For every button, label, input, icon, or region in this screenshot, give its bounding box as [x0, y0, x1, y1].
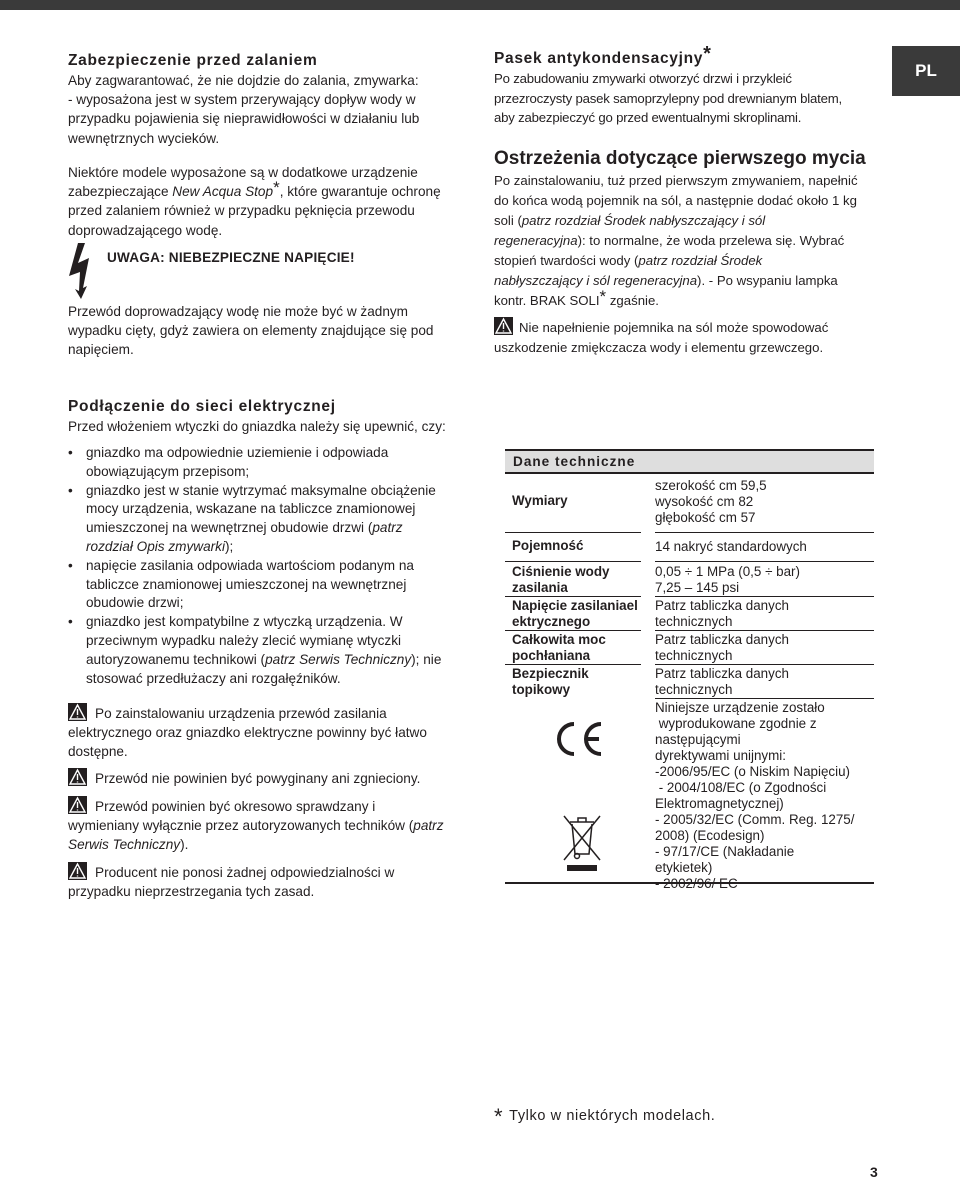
divider: [505, 596, 641, 597]
text-line: - 2004/108/EC (o Zgodności: [655, 780, 827, 795]
warning-triangle-icon: [68, 768, 87, 786]
text-line: Przewód doprowadzający wodę nie może być w żadnym: [68, 304, 409, 319]
reference: Serwis Techniczny: [68, 837, 181, 853]
list-item: [68, 613, 488, 688]
electrical-checklist: [68, 444, 488, 688]
text-line: [86, 519, 488, 538]
list-item: [68, 444, 488, 482]
flood-title: Zabezpieczenie przed zalaniem: [68, 52, 318, 69]
text-span: ).: [180, 837, 189, 853]
text-line: [494, 231, 894, 251]
flood-line: - wyposażona jest w system przerywający dopływ wody w: [68, 92, 416, 108]
hose-warning-paragraph: [68, 302, 478, 360]
row-value: [655, 564, 870, 596]
electrical-intro: Przed włożeniem wtyczki do gniazdka należy się upewnić, czy:: [68, 419, 446, 434]
text-line: • napięcie zasilania odpowiada wartościom podanym na: [86, 557, 414, 573]
row-label: [505, 493, 642, 509]
text-line: Wymiary: [512, 493, 568, 508]
asterisk: *: [494, 1104, 504, 1129]
text-span: );: [224, 538, 234, 554]
asterisk: *: [599, 287, 607, 306]
text-line: [494, 271, 894, 291]
text-line: [68, 816, 488, 835]
reference: patrz: [413, 818, 444, 834]
divider: [505, 561, 641, 562]
text-span: zgaśnie.: [606, 293, 659, 308]
top-bar: [0, 0, 960, 10]
liability-warning: [68, 862, 488, 901]
text-line: Po zabudowaniu zmywarki otworzyć drzwi i przykleić: [494, 71, 792, 86]
reference: patrz: [372, 520, 403, 536]
flood-line: Aby zagwarantować, że nie dojdzie do zalania, zmywarka:: [68, 73, 419, 88]
text-span: , które gwarantuje ochronę: [279, 184, 441, 200]
text-line: pochłaniana: [512, 648, 591, 663]
asterisk: *: [703, 43, 712, 65]
list-item: [68, 557, 488, 613]
text-line: przed zalaniem również w przypadku pęknięcia przewodu: [68, 203, 415, 219]
technical-data-table: [505, 449, 874, 875]
text-line: doprowadzającego wodę.: [68, 222, 223, 238]
text-line: [68, 703, 488, 723]
cable-bend-warning: [68, 768, 488, 788]
text-line: wysokość cm 82: [655, 494, 754, 509]
row-value: [655, 632, 870, 664]
text-line: stosować przedłużaczy ani rozgałęźników.: [86, 670, 341, 686]
reference: patrz rozdział Środek nabłyszczający i sól: [521, 213, 766, 228]
text-line: technicznych: [655, 614, 733, 629]
reference: nabłyszczający i sól regeneracyjna: [494, 273, 698, 288]
warning-triangle-icon: [68, 796, 87, 814]
text-line: uszkodzenie zmiękczacza wody i elementu grzewczego.: [494, 340, 824, 355]
text-line: Bezpiecznik: [512, 666, 589, 681]
text-line: [494, 251, 894, 271]
text-line: [655, 876, 870, 892]
text-line: • gniazdko ma odpowiednie uziemienie i odpowiada: [86, 445, 389, 460]
text-line: Pojemność: [512, 538, 584, 553]
text-line: przezroczysty pasek samoprzylepny pod drewnianym blatem,: [494, 90, 842, 106]
row-value: [655, 666, 870, 698]
reference: patrz rozdział Środek: [638, 253, 763, 268]
text-line: [68, 768, 488, 788]
text-line: przypadku nieprzestrzegania tych zasad.: [68, 884, 315, 900]
text-line: wypadku cięty, gdyż zawiera on elementy znajdujące się pod: [68, 323, 434, 339]
text-span: ); nie: [411, 651, 442, 667]
text-line: Całkowita moc: [512, 632, 606, 647]
divider: [655, 561, 874, 562]
text-line: Patrz tabliczka danych: [655, 598, 789, 613]
text-span: autoryzowanemu technikowi (: [86, 651, 266, 667]
text-span: ): to normalne, że woda przelewa się. Wybrać: [577, 233, 845, 248]
text-line: technicznych: [655, 648, 733, 663]
text-line: technicznych: [655, 682, 733, 697]
divider: [505, 630, 641, 631]
anticondensation-section: [494, 43, 884, 128]
row-label: [505, 666, 642, 698]
flood-section: [68, 51, 468, 148]
text-line: Niektóre modele wyposażone są w dodatkowe urządzenie: [68, 165, 418, 180]
table-bottom-rule: [505, 882, 874, 884]
text-span: soli (: [494, 213, 522, 228]
text-line: [68, 796, 488, 816]
warning-triangle-icon: [494, 317, 513, 335]
salt-warning: [494, 317, 894, 358]
text-line: [68, 178, 478, 201]
text-line: - 2005/32/EC (Comm. Reg. 1275/: [655, 812, 855, 827]
flood-line: wewnętrznych wycieków.: [68, 130, 220, 146]
text-line: obowiązującym przepisom;: [86, 463, 250, 479]
acqua-stop-paragraph: [68, 163, 478, 240]
crossed-bin-icon: [560, 810, 604, 872]
row-value: [655, 539, 870, 555]
text-span: zabezpieczające: [68, 184, 173, 200]
text-line: Niniejsze urządzenie zostało: [655, 700, 825, 715]
row-label: [505, 598, 642, 630]
text-line: [86, 651, 488, 670]
first-wash-section: [494, 147, 894, 311]
electrical-section: [68, 397, 488, 436]
divider: [655, 596, 874, 597]
compliance-text: [655, 700, 870, 892]
voltage-warning: UWAGA: NIEBEZPIECZNE NAPIĘCIE!: [107, 250, 355, 265]
divider: [505, 532, 641, 533]
text-line: 7,25 – 145 psi: [655, 580, 740, 595]
row-value: [655, 598, 870, 630]
divider: [655, 630, 874, 631]
text-line: • gniazdko jest kompatybilne z wtyczką urządzenia. W: [86, 614, 403, 630]
text-span: ). - Po wsypaniu lampka: [697, 273, 838, 288]
row-label: [505, 564, 642, 596]
text-line: przeciwnym wypadku należy zlecić wymianę wtyczki: [86, 632, 402, 648]
text-span: umieszczonej na wewnętrznej obudowie drzwi (: [86, 520, 373, 536]
text-line: zasilania: [512, 580, 568, 595]
text-line: obudowie drzwi;: [86, 595, 184, 611]
text-span: Nie napełnienie pojemnika na sól może spowodować: [519, 320, 829, 335]
product-name: New Acqua Stop: [172, 184, 274, 200]
flood-line: przypadku pojawienia się nieprawidłowości w działaniu lub: [68, 111, 420, 127]
divider: [655, 664, 874, 665]
divider: [655, 532, 874, 533]
text-line: aby zabezpieczyć go przed ewentualnymi skroplinami.: [494, 110, 802, 125]
text-line: Po zainstalowaniu, tuż przed pierwszym zmywaniem, napełnić: [494, 173, 858, 188]
text-span: wymieniany wyłącznie przez autoryzowanych techników (: [68, 818, 414, 834]
text-line: następującymi: [655, 732, 741, 747]
divider: [655, 698, 874, 699]
text-line: dostępne.: [68, 744, 128, 760]
warning-triangle-icon: [68, 703, 87, 721]
page-number: 3: [870, 1164, 878, 1180]
row-label: [505, 538, 642, 554]
text-span: kontr. BRAK SOLI: [494, 293, 600, 308]
text-line: napięciem.: [68, 342, 134, 358]
list-item: [68, 482, 488, 557]
row-label: [505, 632, 642, 664]
text-line: [68, 862, 488, 882]
text-line: [68, 835, 488, 854]
text-span: stopień twardości wody (: [494, 253, 639, 268]
divider: [505, 664, 641, 665]
text-line: [494, 287, 894, 311]
text-line: do końca wodą pojemnik na sól, a następnie dodać około 1 kg: [494, 193, 857, 208]
text-line: szerokość cm 59,5: [655, 478, 767, 493]
electrical-title: Podłączenie do sieci elektrycznej: [68, 398, 336, 415]
text-span: Po zainstalowaniu urządzenia przewód zasilania: [95, 706, 387, 721]
text-line: Napięcie zasilaniael: [512, 598, 638, 613]
text-line: mocy urządzenia, wskazane na tabliczce znamionowej: [86, 501, 416, 517]
text-line: dyrektywami unijnymi:: [655, 748, 786, 763]
table-header: Dane techniczne: [505, 449, 874, 474]
asterisk: *: [273, 178, 280, 198]
text-line: Ciśnienie wody: [512, 564, 610, 579]
text-line: [86, 538, 488, 557]
text-line: Patrz tabliczka danych: [655, 632, 789, 647]
cable-access-warning: [68, 703, 488, 762]
text-line: Patrz tabliczka danych: [655, 666, 789, 681]
text-line: topikowy: [512, 682, 571, 697]
text-line: wyprodukowane zgodnie z: [655, 716, 817, 731]
text-line: 14 nakryć standardowych: [655, 539, 807, 554]
text-line: etykietek): [655, 860, 713, 875]
reference: patrz Serwis Techniczny: [265, 651, 412, 667]
lightning-bolt-icon: [68, 242, 94, 300]
cable-inspection-warning: [68, 796, 488, 855]
text-line: elektrycznego oraz gniazdko elektryczne powinny być łatwo: [68, 725, 427, 741]
title-text: Pasek antykondensacyjny: [494, 50, 704, 67]
text-span: Producent nie ponosi żadnej odpowiedzialności w: [95, 865, 395, 880]
text-line: [494, 211, 894, 231]
footnote: [494, 1100, 716, 1129]
text-line: Elektromagnetycznej): [655, 796, 784, 811]
language-tab: PL: [892, 46, 960, 96]
text-line: [494, 317, 894, 338]
footnote-text: Tylko w niektórych modelach.: [509, 1108, 716, 1124]
text-line: tabliczce znamionowej umieszczonej na wewnętrznej: [86, 576, 407, 592]
text-span: Przewód nie powinien być powyginany ani zgnieciony.: [95, 771, 421, 786]
ce-mark-icon: [552, 720, 604, 758]
warning-triangle-icon: [68, 862, 87, 880]
reference: rozdział Opis zmywarki: [86, 538, 225, 554]
text-line: 0,05 ÷ 1 MPa (0,5 ÷ bar): [655, 564, 800, 579]
text-line: ektrycznego: [512, 614, 591, 629]
text-line: - 97/17/CE (Nakładanie: [655, 844, 795, 859]
text-line: głębokość cm 57: [655, 510, 756, 525]
anticondensation-title: [494, 43, 884, 69]
table-row: [505, 477, 874, 527]
reference: regeneracyjna: [494, 233, 578, 248]
first-wash-title: Ostrzeżenia dotyczące pierwszego mycia: [494, 148, 866, 169]
text-line: 2008) (Ecodesign): [655, 828, 765, 843]
text-line: -2006/95/EC (o Niskim Napięciu): [655, 764, 850, 779]
text-span: Przewód powinien być okresowo sprawdzany i: [95, 799, 376, 814]
row-value: [655, 478, 870, 526]
text-line: • gniazdko jest w stanie wytrzymać maksymalne obciążenie: [86, 482, 436, 498]
